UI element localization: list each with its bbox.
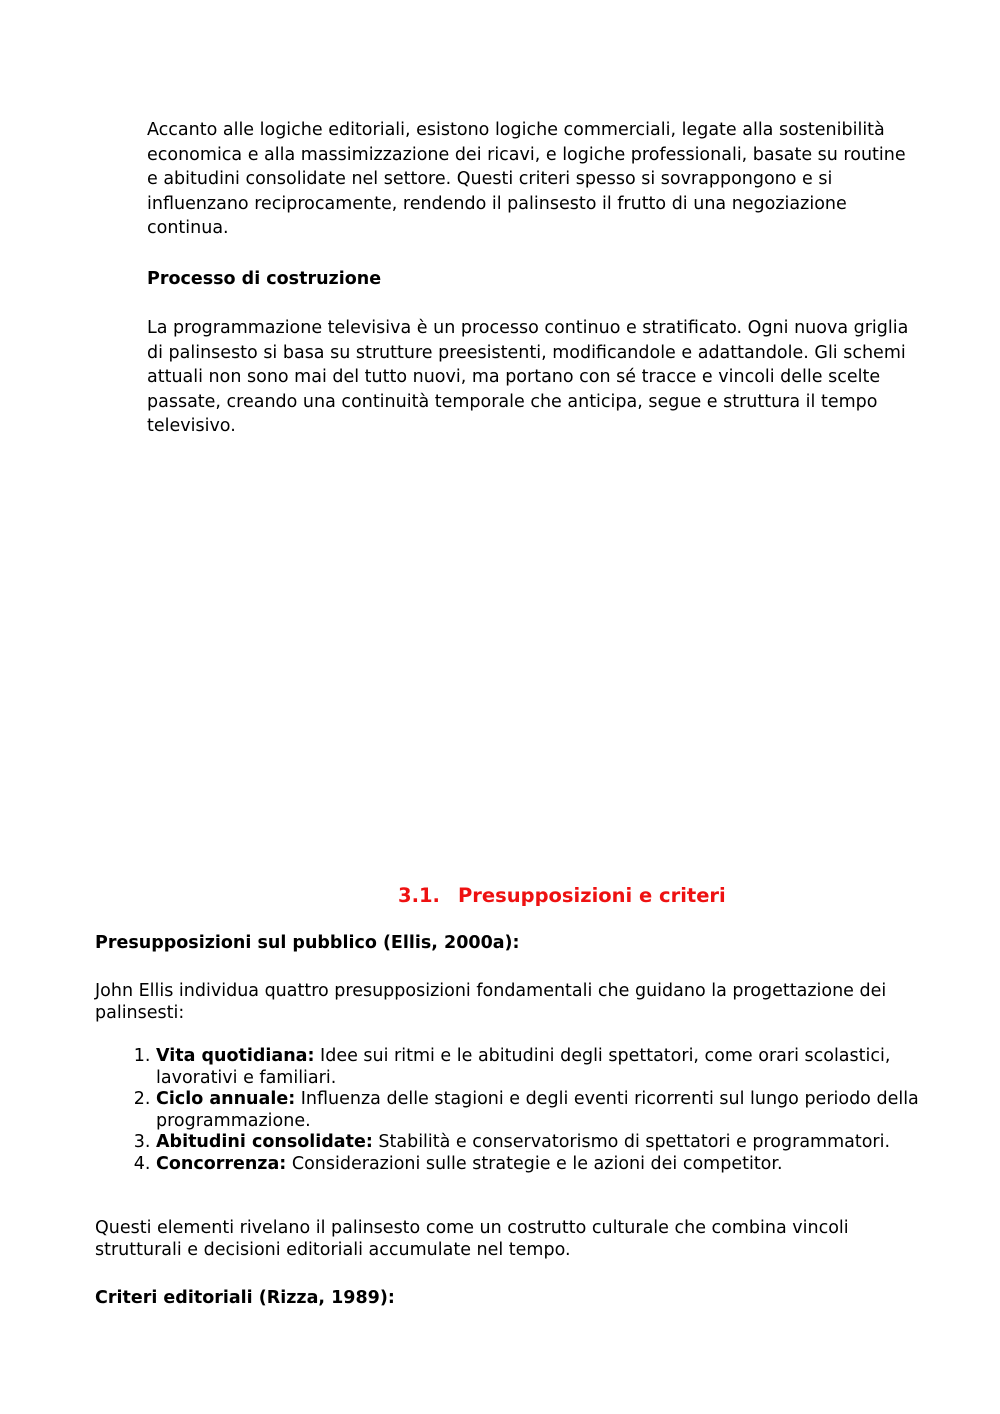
list-item-term: Vita quotidiana:	[156, 1046, 315, 1066]
paragraph-processo: La programmazione televisiva è un processo continuo e stratificato. Ogni nuova griglia di palinsesto si basa su strutture preesistenti, modificandole e adattandole. Gli schemi attuali non sono mai del tutto nuovi, ma portano con sé tracce e vincoli delle scelte passate, creando una continuità temporale che anticipa, segue e struttura il tempo televisivo.	[147, 318, 909, 437]
list-item	[156, 1132, 956, 1154]
list-item	[156, 1154, 956, 1176]
paragraph-conclusion: Questi elementi rivelano il palinsesto come un costrutto culturale che combina vincoli strutturali e decisioni editoriali accumulate nel tempo.	[95, 1218, 849, 1260]
subheading-criteri-editoriali: Criteri editoriali (Rizza, 1989):	[95, 1288, 395, 1308]
list-item-term: Abitudini consolidate:	[156, 1132, 373, 1152]
section-heading	[398, 883, 726, 909]
paragraph-ellis-intro: John Ellis individua quattro presupposizioni fondamentali che guidano la progettazione dei palinsesti:	[95, 981, 887, 1023]
list-item-text: Stabilità e conservatorismo di spettatori e programmatori.	[372, 1132, 891, 1152]
list-item	[156, 1046, 956, 1089]
list-item-text: Considerazioni sulle strategie e le azioni dei competitor.	[286, 1153, 783, 1174]
subheading-presupposizioni: Presupposizioni sul pubblico (Ellis, 2000a):	[95, 933, 520, 953]
list-item-text: Idee sui ritmi e le abitudini degli spettatori, come orari scolastici, lavorativi e familiari.	[156, 1046, 891, 1088]
list-item-term: Ciclo annuale:	[156, 1089, 296, 1109]
list-item-text: Influenza delle stagioni e degli eventi ricorrenti sul lungo periodo della programmazione.	[156, 1089, 919, 1131]
section-number: 3.1.	[398, 884, 440, 907]
paragraph-editorial-logics: Accanto alle logiche editoriali, esistono logiche commerciali, legate alla sostenibilità economica e alla massimizzazione dei ricavi, e logiche professionali, basate su routine e abitudini consolidate nel settore. Questi criteri spesso si sovrappongono e si influenzano reciprocamente, rendendo il palinsesto il frutto di una negoziazione continua.	[147, 120, 906, 239]
list-item	[156, 1089, 956, 1132]
presupposizioni-list	[95, 1046, 956, 1175]
section-title: Presupposizioni e criteri	[458, 884, 726, 907]
list-item-term: Concorrenza:	[156, 1153, 287, 1174]
subheading-processo: Processo di costruzione	[147, 269, 382, 289]
